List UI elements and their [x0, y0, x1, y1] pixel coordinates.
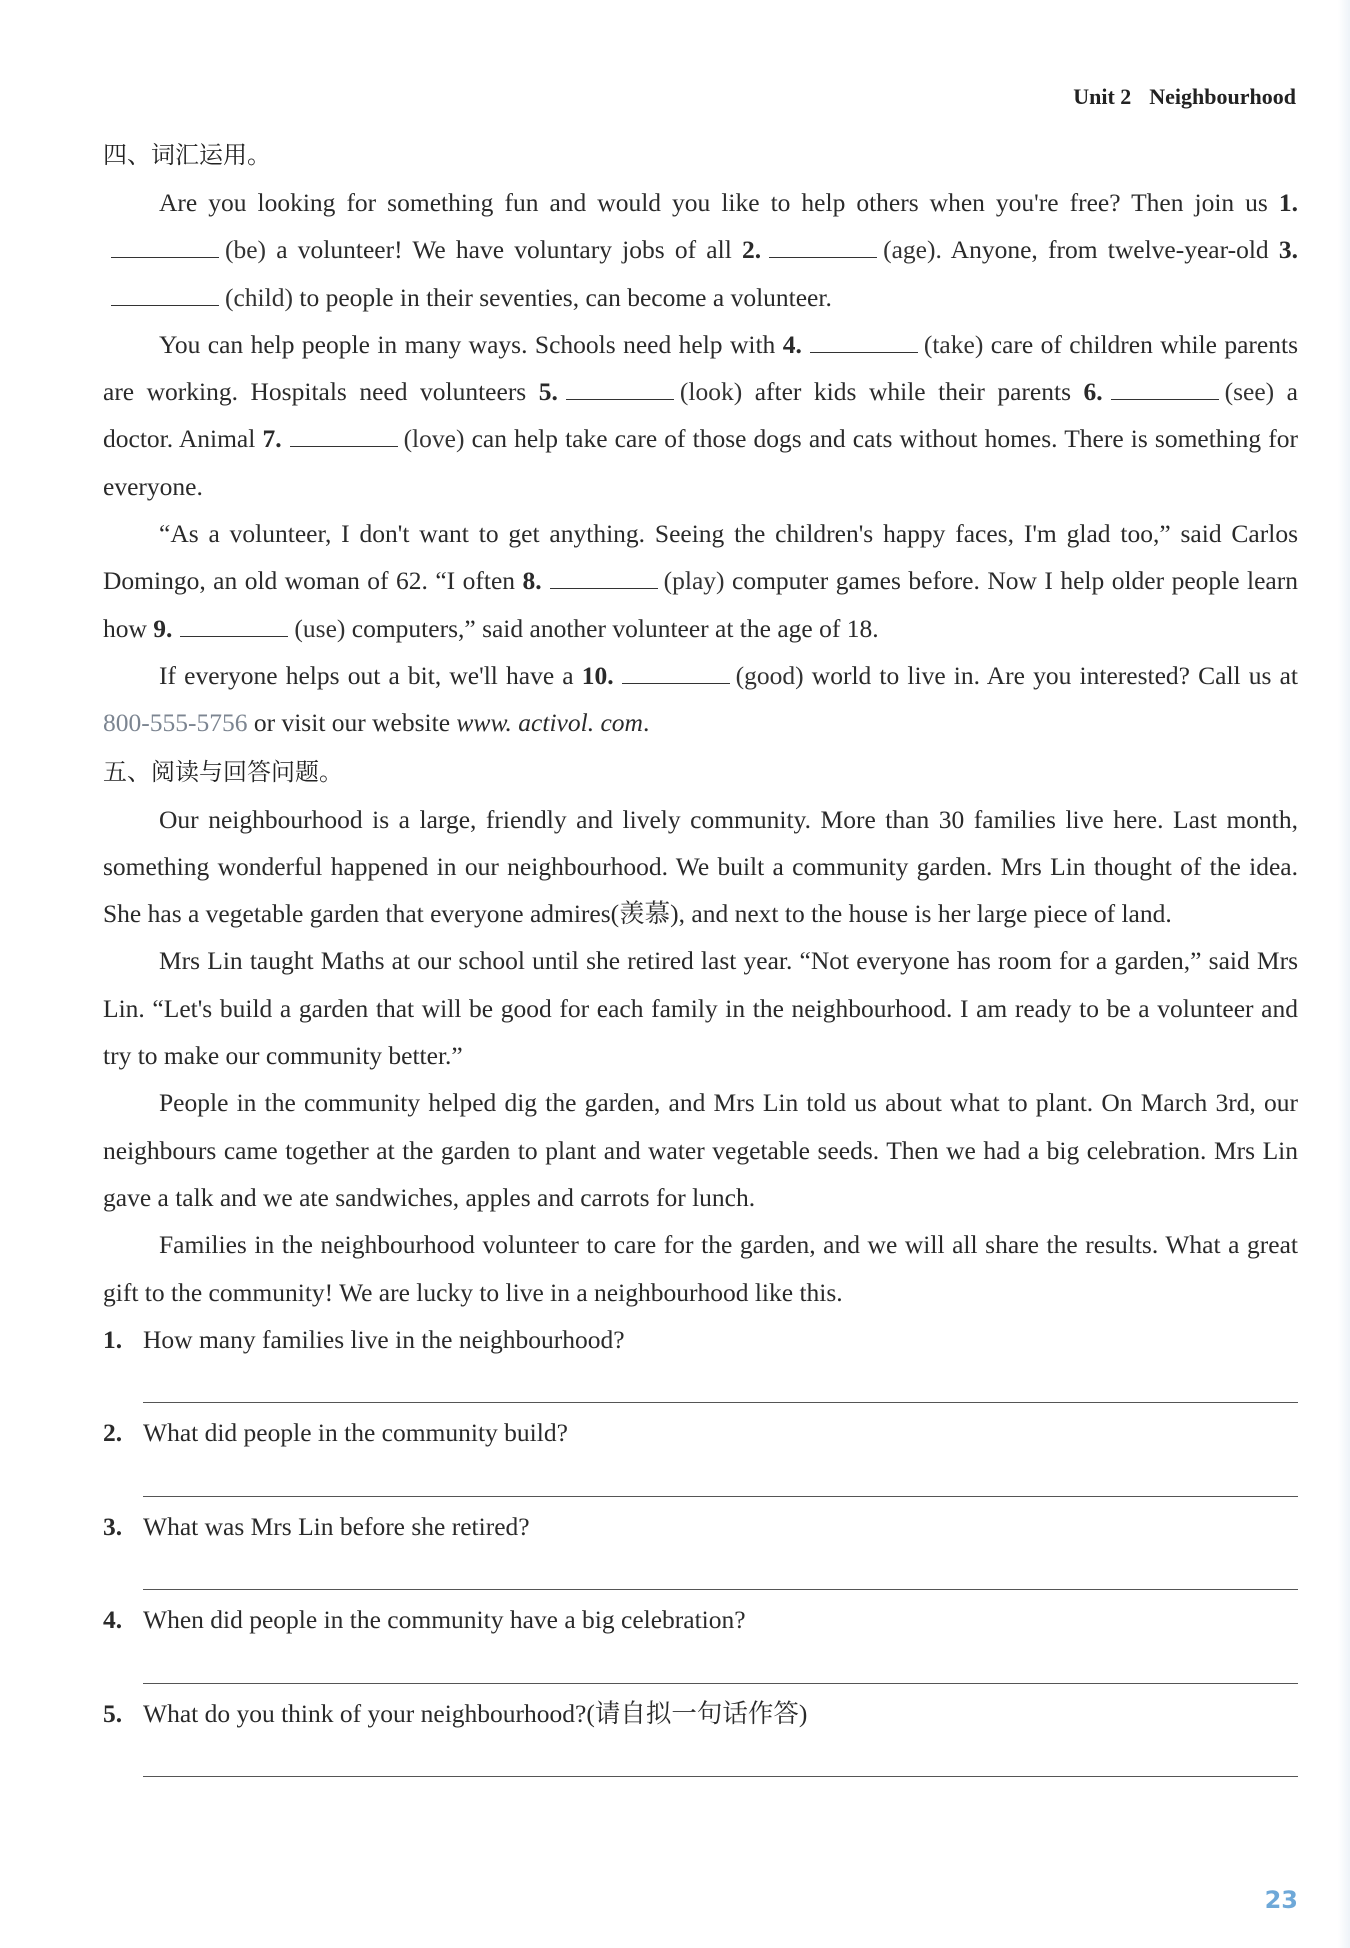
- hint-7: (love): [403, 424, 465, 454]
- question-text: What do you think of your neighbourhood?(请自拟一句话作答): [143, 1698, 808, 1728]
- blank-number-3: 3.: [1278, 235, 1298, 265]
- question-2: [103, 1409, 1298, 1503]
- answer-line-3[interactable]: [143, 1588, 1298, 1590]
- header-title: Neighbourhood: [1149, 84, 1296, 109]
- section-4-title: 四、词汇运用。: [103, 141, 271, 169]
- running-header: [1073, 84, 1296, 110]
- text-run: a volunteer! We have voluntary jobs of all: [266, 235, 742, 265]
- reading-paragraph-3: People in the community helped dig the garden, and Mrs Lin told us about what to plant. On March 3rd, our neighbours came together at the garden to plant and water vegetable seeds. Then we had a big celebration. Mrs Lin gave a talk and we ate sandwiches, apples and carrots for lunch.: [103, 1088, 1298, 1212]
- blank-number-9: 9.: [153, 613, 173, 643]
- question-1: [103, 1316, 1298, 1410]
- phone-number: 800-555-5756: [103, 708, 248, 738]
- text-run: can help take care of those dogs and cats without homes. There is something for everyone.: [103, 424, 1298, 501]
- question-5: [103, 1690, 1298, 1784]
- text-run: a doctor. Animal: [103, 377, 1299, 454]
- blank-6[interactable]: [1111, 377, 1219, 400]
- page-number: 23: [1264, 1886, 1298, 1914]
- text-run: Are you looking for something fun and would you like to help others when you're free? Then join us: [159, 188, 1279, 217]
- blank-1[interactable]: [111, 235, 219, 258]
- website-url: www. activol. com: [456, 708, 643, 738]
- text-run: Anyone, from twelve-year-old: [941, 235, 1279, 265]
- answer-line-5[interactable]: [143, 1775, 1298, 1777]
- blank-number-7: 7.: [262, 424, 282, 454]
- hint-8: (play): [663, 566, 725, 596]
- text-run: “As a volunteer, I don't want to get anything. Seeing the children's happy faces, I'm glad too,” said Carlos Domingo, an old woman of 62. “I often: [103, 519, 1298, 596]
- blank-10[interactable]: [622, 661, 730, 684]
- blank-number-2: 2.: [742, 235, 762, 265]
- question-number: 2.: [103, 1418, 123, 1448]
- question-4: [103, 1596, 1298, 1690]
- blank-5[interactable]: [566, 377, 674, 400]
- hint-5: (look): [679, 377, 743, 407]
- question-text: When did people in the community have a big celebration?: [143, 1605, 746, 1635]
- text-run: or visit our website: [247, 708, 457, 738]
- hint-3: (child): [225, 282, 293, 312]
- cloze-paragraph-2: [103, 321, 1298, 510]
- text-run: computer games before. Now I help older people learn how: [103, 566, 1298, 643]
- blank-9[interactable]: [180, 614, 288, 637]
- text-run: You can help people in many ways. Schools need help with: [159, 329, 783, 359]
- answer-line-1[interactable]: [143, 1401, 1298, 1403]
- reading-paragraph-2: Mrs Lin taught Maths at our school until she retired last year. “Not everyone has room for a garden,” said Mrs Lin. “Let's build a garden that will be good for each family in the neighbourhood. I am ready to be a volunteer and try to make our community better.”: [103, 946, 1298, 1071]
- page-edge-shadow: [1338, 0, 1350, 1948]
- answer-line-4[interactable]: [143, 1682, 1298, 1684]
- blank-8[interactable]: [550, 566, 658, 589]
- blank-3[interactable]: [111, 283, 219, 306]
- text-run: .: [642, 708, 650, 738]
- blank-number-8: 8.: [522, 566, 542, 596]
- hint-10: (good): [735, 660, 804, 690]
- text-run: world to live in. Are you interested? Call us at: [803, 660, 1299, 690]
- reading-paragraph-4: Families in the neighbourhood volunteer to care for the garden, and we will all share the results. What a great gift to the community! We are lucky to live in a neighbourhood like this.: [103, 1230, 1298, 1307]
- text-run: computers,” said another volunteer at the age of 18.: [345, 613, 879, 643]
- hint-9: (use): [294, 613, 346, 643]
- hint-6: (see): [1224, 377, 1275, 407]
- page-content: [103, 130, 1298, 1783]
- cloze-paragraph-4: [103, 652, 1298, 747]
- blank-number-10: 10.: [581, 660, 614, 690]
- question-number: 3.: [103, 1511, 123, 1541]
- question-number: 1.: [103, 1324, 123, 1354]
- cloze-paragraph-1: [103, 179, 1298, 321]
- question-number: 4.: [103, 1605, 123, 1635]
- answer-line-2[interactable]: [143, 1495, 1298, 1497]
- blank-2[interactable]: [769, 235, 877, 258]
- text-run: to people in their seventies, can become a volunteer.: [292, 282, 832, 312]
- blank-number-4: 4.: [782, 329, 802, 359]
- question-text: How many families live in the neighbourhood?: [143, 1324, 625, 1354]
- blank-7[interactable]: [290, 424, 398, 447]
- hint-2: (age).: [883, 235, 942, 265]
- blank-number-6: 6.: [1083, 377, 1103, 407]
- text-run: after kids while their parents: [742, 377, 1084, 407]
- reading-paragraph-1: Our neighbourhood is a large, friendly and lively community. More than 30 families live here. Last month, something wonderful happened in our neighbourhood. We built a community garden. Mrs Lin thought of the idea. She has a vegetable garden that everyone admires(羡慕), and next to the house is her large piece of land.: [103, 804, 1298, 929]
- hint-1: (be): [225, 235, 267, 265]
- question-text: What was Mrs Lin before she retired?: [143, 1511, 530, 1541]
- header-unit: Unit 2: [1073, 84, 1132, 109]
- text-run: care of children while parents are working. Hospitals need volunteers: [103, 329, 1298, 407]
- question-3: [103, 1503, 1298, 1597]
- section-5-title: 五、阅读与回答问题。: [103, 757, 343, 786]
- question-text: What did people in the community build?: [143, 1418, 568, 1448]
- text-run: If everyone helps out a bit, we'll have a: [159, 660, 582, 690]
- hint-4: (take): [923, 329, 984, 359]
- blank-number-1: 1.: [1278, 188, 1298, 217]
- blank-number-5: 5.: [538, 377, 558, 407]
- question-number: 5.: [103, 1698, 123, 1728]
- cloze-paragraph-3: [103, 510, 1298, 652]
- blank-4[interactable]: [810, 330, 918, 353]
